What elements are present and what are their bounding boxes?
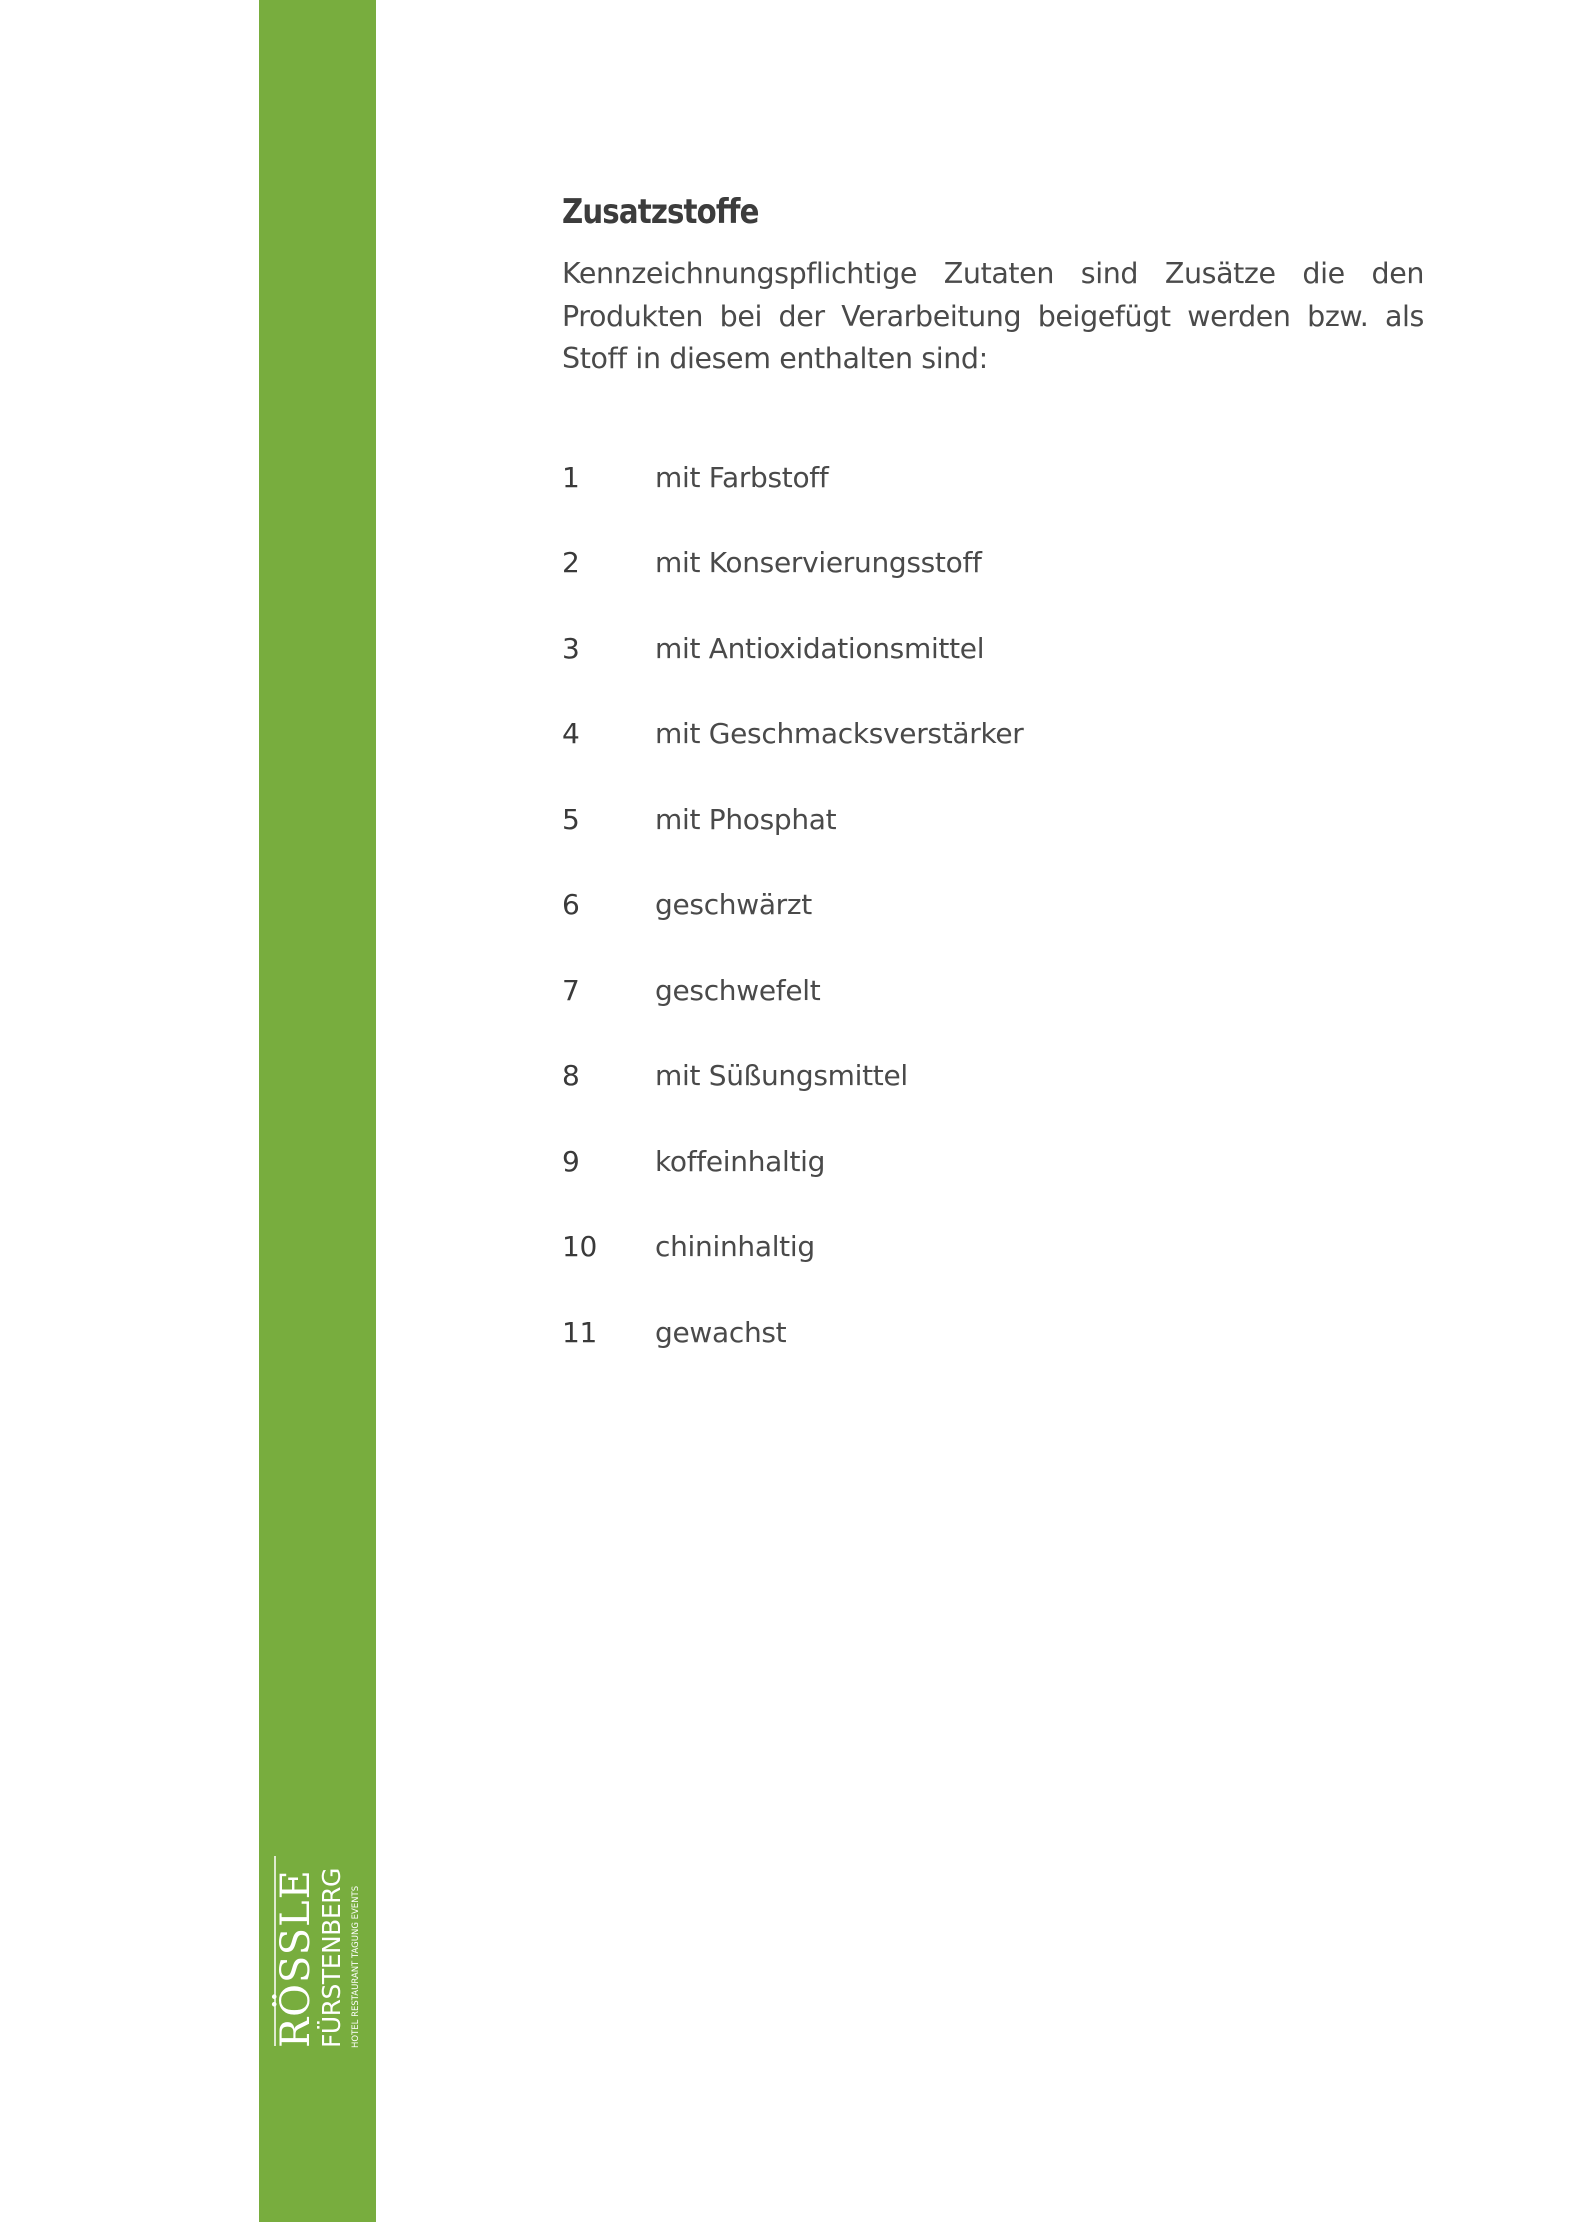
additive-item: [562, 888, 1424, 974]
additive-number: 1: [562, 460, 580, 494]
additive-item: [562, 1316, 1424, 1402]
additive-number: 4: [562, 717, 580, 750]
additive-label: chininhaltig: [655, 1230, 815, 1263]
intro-paragraph: Kennzeichnungspflichtige Zutaten sind Zusätze die den Produkten bei der Verarbeitung beigefügt werden bzw. als Stoff in diesem enthalten sind:: [562, 257, 1424, 375]
additive-number: 2: [562, 546, 580, 579]
additive-label: mit Farbstoff: [655, 460, 829, 494]
additive-number: 9: [562, 1144, 580, 1178]
additive-label: gewachst: [655, 1315, 787, 1349]
additive-item: [562, 1145, 1424, 1231]
additive-item: [562, 1230, 1424, 1316]
additive-number: 11: [562, 1315, 598, 1349]
additive-number: 6: [562, 888, 580, 921]
additive-item: [562, 461, 1424, 547]
additive-number: 8: [562, 1059, 580, 1092]
logo-place: FÜRSTENBERG: [317, 1868, 346, 2048]
additive-item: [562, 546, 1424, 632]
additive-label: mit Konservierungsstoff: [655, 546, 982, 579]
additive-number: 5: [562, 802, 580, 836]
additive-item: [562, 1059, 1424, 1145]
page-title: Zusatzstoffe: [562, 192, 759, 232]
additive-item: [562, 632, 1424, 718]
additive-item: [562, 803, 1424, 889]
additive-number: 10: [562, 1230, 598, 1263]
document-content: [562, 185, 1424, 1401]
additive-label: mit Geschmacksverstärker: [655, 717, 1024, 750]
additive-label: mit Phosphat: [655, 802, 837, 836]
roessle-logo-graphic: [263, 1850, 373, 2050]
additives-list: [562, 461, 1424, 1402]
additive-number: 3: [562, 631, 580, 665]
additive-label: mit Süßungsmittel: [655, 1059, 908, 1092]
additive-label: mit Antioxidationsmittel: [655, 631, 985, 665]
additive-label: geschwefelt: [655, 973, 821, 1007]
additive-item: [562, 974, 1424, 1060]
additive-item: [562, 717, 1424, 803]
additive-label: koffeinhaltig: [655, 1144, 826, 1178]
logo-tagline: HOTEL RESTAURANT TAGUNG EVENTS: [351, 1885, 361, 2048]
roessle-logo: [263, 1850, 373, 2050]
additive-number: 7: [562, 973, 580, 1007]
logo-name: RÖSSLE: [273, 1869, 319, 2048]
additive-label: geschwärzt: [655, 888, 812, 921]
